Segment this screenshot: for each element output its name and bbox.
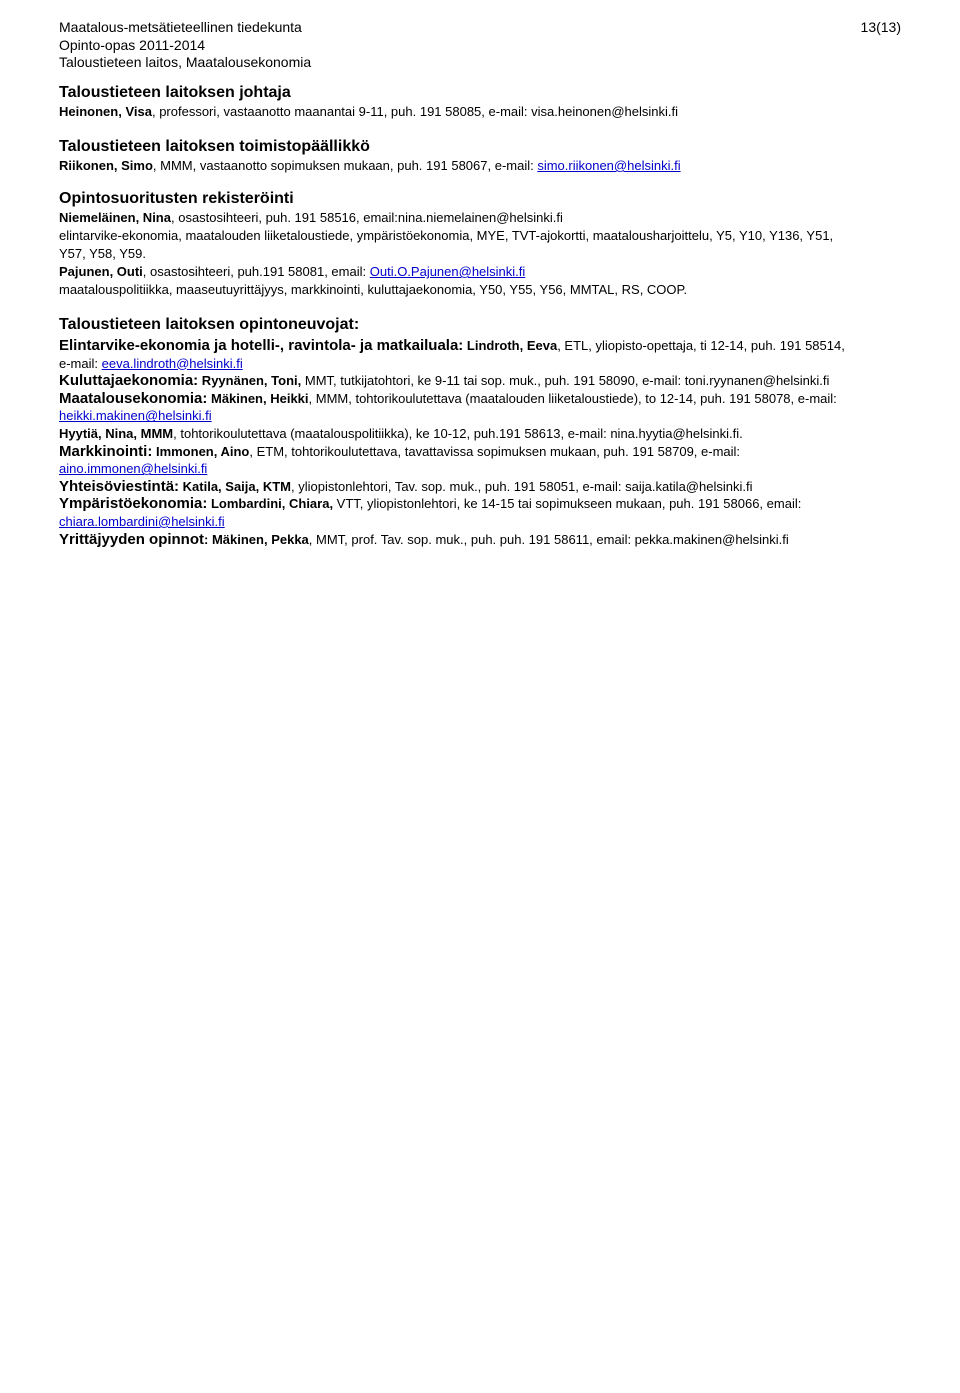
registry-contact-1	[59, 209, 901, 227]
advisor-agri-area: Maatalousekonomia:	[59, 389, 208, 407]
advisor-consumer	[59, 372, 901, 390]
office-manager-contact	[59, 157, 901, 175]
advisor-food	[59, 337, 901, 355]
advisor-consumer-name: Ryynänen, Toni,	[198, 373, 302, 389]
advisor-consumer-details: MMT, tutkijatohtori, ke 9-11 tai sop. muk., puh. 191 58090, e-mail: toni.ryynanen@helsinki.fi	[301, 373, 830, 389]
advisor-food-area: Elintarvike-ekonomia ja hotelli-, ravintola- ja matkailuala:	[59, 337, 464, 354]
advisor-entrepreneurship-name: : Mäkinen, Pekka	[204, 531, 309, 547]
registry-areas-1a: elintarvike-ekonomia, maatalouden liiketaloustiede, ympäristöekonomia, MYE, TVT-ajokortti, maatalousharjoittelu, Y5, Y10, Y136, Y51,	[59, 228, 834, 243]
advisor-agri-2	[59, 425, 901, 443]
advisor-marketing-email-link[interactable]: aino.immonen@helsinki.fi	[59, 461, 208, 477]
advisor-environment-area: Ympäristöekonomia:	[59, 495, 208, 513]
section-head	[59, 83, 901, 121]
page-number: 13(13)	[860, 19, 901, 35]
advisor-agri-email-line	[59, 407, 901, 425]
advisor-food-email-line	[59, 355, 901, 373]
advisor-food-email-link[interactable]: eeva.lindroth@helsinki.fi	[101, 355, 243, 371]
head-contact	[59, 103, 901, 121]
advisor-environment	[59, 495, 901, 513]
advisor-entrepreneurship	[59, 531, 901, 549]
advisor-consumer-area: Kuluttajaekonomia:	[59, 372, 199, 390]
office-manager-name: Riikonen, Simo	[59, 158, 153, 173]
advisor-communication-name: Katila, Saija, KTM	[179, 478, 292, 494]
section-office-manager	[59, 137, 901, 175]
advisor-environment-details: VTT, yliopistonlehtori, ke 14-15 tai sopimukseen mukaan, puh. 191 58066, email:	[333, 496, 802, 512]
advisor-environment-name: Lombardini, Chiara,	[207, 496, 334, 512]
advisor-environment-email-line	[59, 513, 901, 531]
department-name: Taloustieteen laitos, Maatalousekonomia	[59, 54, 312, 70]
faculty-name: Maatalous-metsätieteellinen tiedekunta	[59, 19, 302, 35]
advisor-entrepreneurship-area: Yrittäjyyden opinnot	[59, 530, 205, 548]
registry-name-2: Pajunen, Outi	[59, 264, 143, 279]
office-manager-email-link[interactable]: simo.riikonen@helsinki.fi	[537, 158, 681, 173]
section-title-advisors: Taloustieteen laitoksen opintoneuvojat:	[59, 316, 360, 333]
advisor-marketing	[59, 443, 901, 461]
advisor-agri-details: , MMM, tohtorikoulutettava (maatalouden liiketaloustiede), to 12-14, puh. 191 58078, e-mail:	[308, 390, 837, 406]
study-guide-name: Opinto-opas 2011-2014	[59, 36, 206, 53]
advisor-agri-details-2: , tohtorikoulutettava (maatalouspolitiikka), ke 10-12, puh.191 58613, e-mail: nina.hyytia@helsinki.fi.	[173, 425, 743, 441]
section-title-head: Taloustieteen laitoksen johtaja	[59, 84, 291, 101]
registry-areas-1b: Y57, Y58, Y59.	[59, 246, 146, 261]
advisor-agri	[59, 390, 901, 408]
advisor-entrepreneurship-details: , MMT, prof. Tav. sop. muk., puh. puh. 191 58611, email: pekka.makinen@helsinki.fi	[308, 531, 789, 547]
advisor-marketing-email-line	[59, 460, 901, 478]
registry-areas-2: maatalouspolitiikka, maaseutuyrittäjyys, markkinointi, kuluttajaekonomia, Y50, Y55, Y56, MMTAL, RS, COOP.	[59, 282, 688, 297]
section-title-registry: Opintosuoritusten rekisteröinti	[59, 190, 294, 207]
advisor-food-details: , ETL, yliopisto-opettaja, ti 12-14, puh. 191 58514,	[557, 338, 845, 353]
page-content	[59, 83, 901, 548]
advisor-communication-area: Yhteisöviestintä:	[59, 477, 180, 495]
office-manager-details: , MMM, vastaanotto sopimuksen mukaan, puh. 191 58067, e-mail:	[152, 158, 538, 173]
advisor-food-email-label: e-mail:	[59, 355, 102, 371]
registry-email-link-2[interactable]: Outi.O.Pajunen@helsinki.fi	[369, 264, 526, 279]
advisor-environment-email-link[interactable]: chiara.lombardini@helsinki.fi	[59, 513, 225, 529]
advisor-food-name: Lindroth, Eeva	[463, 338, 558, 353]
advisor-agri-email-link[interactable]: heikki.makinen@helsinki.fi	[59, 408, 212, 424]
registry-details-1: , osastosihteeri, puh. 191 58516, email:nina.niemelainen@helsinki.fi	[170, 210, 563, 225]
section-registry	[59, 189, 901, 299]
registry-name-1: Niemeläinen, Nina	[59, 210, 171, 225]
advisor-agri-name-2: Hyytiä, Nina, MMM	[59, 425, 174, 441]
advisor-agri-name: Mäkinen, Heikki	[207, 390, 309, 406]
section-title-office-manager: Taloustieteen laitoksen toimistopäällikkö	[59, 138, 370, 155]
head-name: Heinonen, Visa	[59, 104, 152, 119]
registry-contact-2	[59, 263, 901, 281]
advisor-marketing-details: , ETM, tohtorikoulutettava, tavattavissa sopimuksen mukaan, puh. 191 58709, e-mail:	[249, 443, 741, 459]
registry-details-2: , osastosihteeri, puh.191 58081, email:	[142, 264, 370, 279]
head-details: , professori, vastaanotto maanantai 9-11, puh. 191 58085, e-mail: visa.heinonen@helsinki.fi	[151, 104, 679, 119]
advisor-marketing-area: Markkinointi:	[59, 442, 153, 460]
section-advisors	[59, 315, 901, 548]
advisor-communication	[59, 478, 901, 496]
advisor-communication-details: , yliopistonlehtori, Tav. sop. muk., puh. 191 58051, e-mail: saija.katila@helsinki.fi	[291, 478, 753, 494]
page-header	[59, 19, 311, 72]
advisor-marketing-name: Immonen, Aino	[152, 443, 250, 459]
